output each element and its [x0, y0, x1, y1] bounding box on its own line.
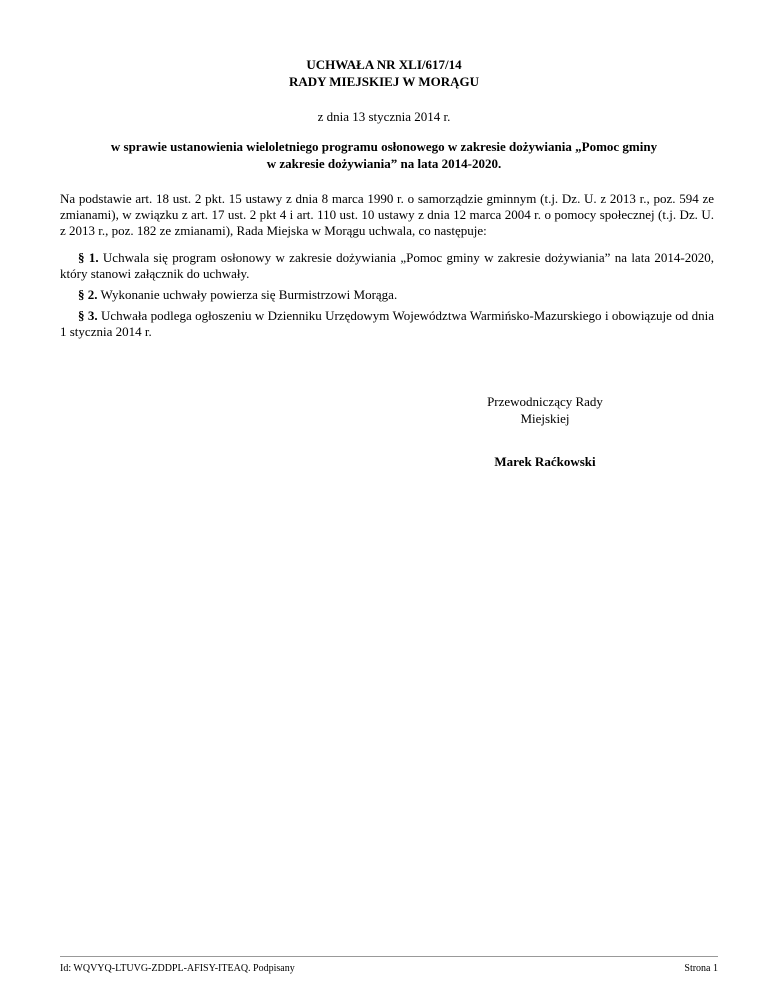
paragraph-2 — [60, 287, 714, 303]
subject-line-1: w sprawie ustanowienia wieloletniego programu osłonowego w zakresie dożywiania „Pomoc gminy — [110, 139, 658, 154]
legal-basis-preamble: Na podstawie art. 18 ust. 2 pkt. 15 ustawy z dnia 8 marca 1990 r. o samorządzie gminnym (t.j. Dz. U. z 2013 r., poz. 594 ze zmianami), w związku z art. 17 ust. 2 pkt 4 i art. 110 ust. 10 ustawy z dnia 12 marca 2004 r. o pomocy społecznej (t.j. Dz. U. z 2013 r., poz. 182 ze zmianami), Rada Miejska w Morągu uchwala, co następuje: — [60, 191, 714, 238]
paragraph-number: § 3. — [78, 308, 98, 323]
signer-name: Marek Raćkowski — [494, 454, 596, 469]
signer-role — [470, 393, 620, 427]
document-id: Id: WQVYQ-LTUVG-ZDDPL-AFISY-ITEAQ. Podpisany — [60, 963, 295, 974]
paragraph-3 — [60, 308, 714, 340]
resolution-subject — [60, 138, 708, 172]
paragraph-number: § 2. — [78, 287, 98, 302]
page-number: Strona 1 — [684, 963, 718, 974]
paragraph-text: Uchwała podlega ogłoszeniu w Dzienniku Urzędowym Województwa Warmińsko-Mazurskiego i obowiązuje od dnia 1 stycznia 2014 r. — [60, 308, 715, 339]
paragraph-number: § 1. — [78, 250, 99, 265]
resolution-title: UCHWAŁA NR XLI/617/14 — [306, 57, 462, 72]
signer-role-line-1: Przewodniczący Rady — [487, 394, 603, 409]
paragraph-1 — [60, 250, 714, 282]
subject-line-2: w zakresie dożywiania” na lata 2014-2020. — [266, 156, 502, 171]
footer-divider — [60, 956, 718, 957]
paragraph-text: Wykonanie uchwały powierza się Burmistrzowi Morąga. — [97, 287, 398, 302]
resolution-date: z dnia 13 stycznia 2014 r. — [317, 109, 451, 124]
signer-role-line-2: Miejskiej — [520, 411, 570, 426]
paragraph-text: Uchwala się program osłonowy w zakresie dożywiania „Pomoc gminy w zakresie dożywiania” na lata 2014-2020, który stanowi załącznik do uchwały. — [60, 250, 714, 281]
issuing-body: RADY MIEJSKIEJ W MORĄGU — [288, 74, 480, 89]
